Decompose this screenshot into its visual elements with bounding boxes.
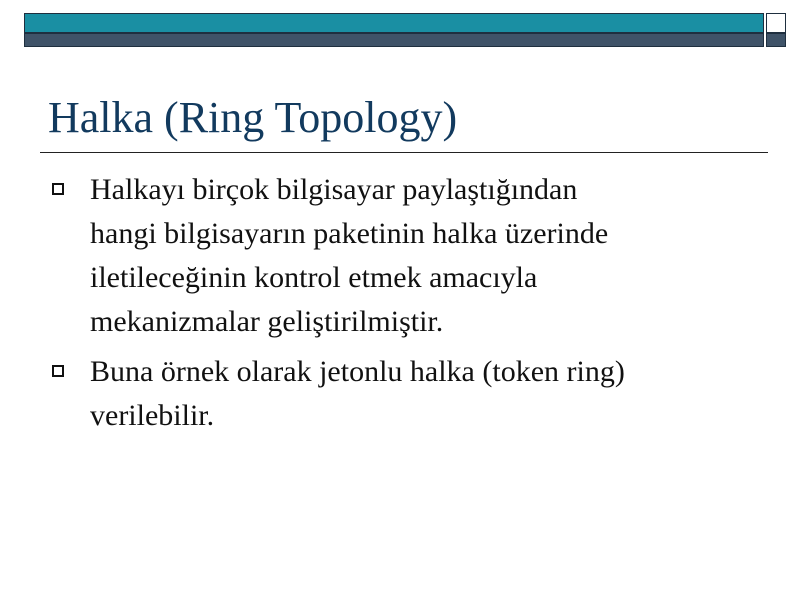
square-bullet-icon: [52, 365, 64, 377]
bullet-list: [48, 168, 748, 444]
header-dark-bar: [24, 33, 764, 47]
header-dark-square: [766, 33, 786, 47]
header-teal-bar: [24, 13, 764, 33]
square-bullet-icon: [52, 183, 64, 195]
bullet-text-line: verilebilir.: [90, 399, 215, 432]
header-light-square: [766, 13, 786, 33]
bullet-text-line: mekanizmalar geliştirilmiştir.: [90, 305, 444, 338]
bullet-item-1: [48, 168, 748, 344]
title-divider: [40, 152, 768, 153]
slide-header-band: [0, 0, 800, 50]
bullet-text-line: iletileceğinin kontrol etmek amacıyla: [90, 261, 538, 294]
bullet-item-2: [48, 350, 748, 438]
bullet-text-line: Buna örnek olarak jetonlu halka (token ring): [90, 355, 625, 388]
slide-title: Halka (Ring Topology): [48, 93, 458, 142]
bullet-text-line: hangi bilgisayarın paketinin halka üzerinde: [90, 217, 609, 250]
bullet-text-line: Halkayı birçok bilgisayar paylaştığından: [90, 173, 578, 206]
